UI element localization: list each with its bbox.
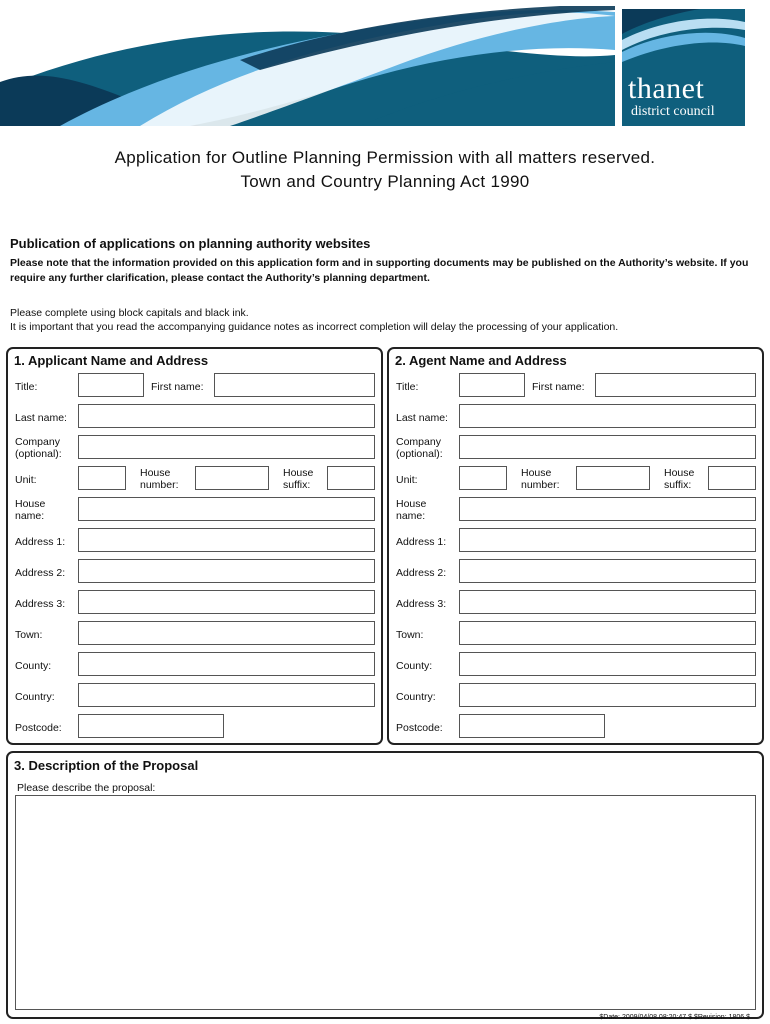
applicant-last-name-field[interactable] — [78, 404, 375, 428]
logo-subtitle: district council — [631, 104, 715, 119]
applicant-company-label: Company (optional): — [15, 436, 62, 460]
applicant-unit-field[interactable] — [78, 466, 126, 490]
instruction-line-2: It is important that you read the accompanying guidance notes as incorrect completion will delay the processing of your application. — [10, 321, 619, 333]
applicant-address2-label: Address 2: — [15, 567, 66, 579]
revision-footer: $Date: 2009/04/08 08:20:47 $ $Revision: 1806 $ — [599, 1014, 750, 1021]
applicant-heading: 1. Applicant Name and Address — [14, 353, 209, 368]
applicant-title-label: Title: — [15, 381, 38, 393]
logo-name: thanet — [628, 72, 705, 105]
agent-title-field[interactable] — [459, 373, 525, 397]
applicant-country-field[interactable] — [78, 683, 375, 707]
applicant-section — [6, 347, 383, 745]
applicant-unit-label: Unit: — [15, 474, 37, 486]
agent-first-name-label: First name: — [532, 381, 585, 393]
applicant-county-label: County: — [15, 660, 52, 672]
applicant-postcode-field[interactable] — [78, 714, 224, 738]
agent-address2-field[interactable] — [459, 559, 756, 583]
proposal-label: Please describe the proposal: — [17, 782, 156, 794]
applicant-address1-field[interactable] — [78, 528, 375, 552]
applicant-house-number-field[interactable] — [195, 466, 269, 490]
applicant-title-field[interactable] — [78, 373, 144, 397]
agent-county-field[interactable] — [459, 652, 756, 676]
applicant-postcode-label: Postcode: — [15, 722, 62, 734]
applicant-country-label: Country: — [15, 691, 55, 703]
agent-house-name-label: House name: — [396, 498, 427, 522]
applicant-house-name-field[interactable] — [78, 497, 375, 521]
agent-address3-field[interactable] — [459, 590, 756, 614]
applicant-town-field[interactable] — [78, 621, 375, 645]
applicant-company-field[interactable] — [78, 435, 375, 459]
agent-county-label: County: — [396, 660, 433, 672]
agent-address3-label: Address 3: — [396, 598, 447, 610]
agent-section — [387, 347, 764, 745]
proposal-heading: 3. Description of the Proposal — [14, 758, 199, 773]
agent-first-name-field[interactable] — [595, 373, 756, 397]
proposal-description-field[interactable] — [15, 795, 756, 1010]
agent-house-suffix-field[interactable] — [708, 466, 756, 490]
form-title: Application for Outline Planning Permission with all matters reserved. — [114, 148, 656, 167]
agent-address1-label: Address 1: — [396, 536, 447, 548]
agent-unit-label: Unit: — [396, 474, 418, 486]
applicant-first-name-label: First name: — [151, 381, 204, 393]
applicant-address3-label: Address 3: — [15, 598, 66, 610]
form-subtitle: Town and Country Planning Act 1990 — [240, 172, 530, 191]
agent-postcode-field[interactable] — [459, 714, 605, 738]
agent-house-suffix-label: House suffix: — [664, 467, 695, 491]
applicant-address2-field[interactable] — [78, 559, 375, 583]
applicant-house-name-label: House name: — [15, 498, 46, 522]
agent-house-number-field[interactable] — [576, 466, 650, 490]
agent-country-field[interactable] — [459, 683, 756, 707]
agent-title-label: Title: — [396, 381, 419, 393]
agent-address1-field[interactable] — [459, 528, 756, 552]
agent-house-name-field[interactable] — [459, 497, 756, 521]
agent-house-number-label: House number: — [521, 467, 560, 491]
instruction-line-1: Please complete using block capitals and black ink. — [10, 307, 249, 319]
applicant-house-suffix-label: House suffix: — [283, 467, 314, 491]
agent-last-name-field[interactable] — [459, 404, 756, 428]
agent-country-label: Country: — [396, 691, 436, 703]
agent-unit-field[interactable] — [459, 466, 507, 490]
applicant-county-field[interactable] — [78, 652, 375, 676]
agent-town-label: Town: — [396, 629, 424, 641]
agent-postcode-label: Postcode: — [396, 722, 443, 734]
applicant-address3-field[interactable] — [78, 590, 375, 614]
agent-address2-label: Address 2: — [396, 567, 447, 579]
applicant-last-name-label: Last name: — [15, 412, 67, 424]
agent-heading: 2. Agent Name and Address — [395, 353, 567, 368]
instructions — [10, 306, 760, 334]
applicant-first-name-field[interactable] — [214, 373, 375, 397]
publication-note: Please note that the information provided on this application form and in supporting documents may be published on the Authority’s website. If you require any further clarification, please contact the Authority’s planning department. — [10, 257, 749, 284]
agent-company-field[interactable] — [459, 435, 756, 459]
applicant-town-label: Town: — [15, 629, 43, 641]
agent-last-name-label: Last name: — [396, 412, 448, 424]
applicant-address1-label: Address 1: — [15, 536, 66, 548]
agent-company-label: Company (optional): — [396, 436, 443, 460]
logo-wordmark — [628, 74, 715, 120]
agent-town-field[interactable] — [459, 621, 756, 645]
publication-heading: Publication of applications on planning authority websites — [10, 236, 371, 251]
applicant-house-suffix-field[interactable] — [327, 466, 375, 490]
applicant-house-number-label: House number: — [140, 467, 179, 491]
